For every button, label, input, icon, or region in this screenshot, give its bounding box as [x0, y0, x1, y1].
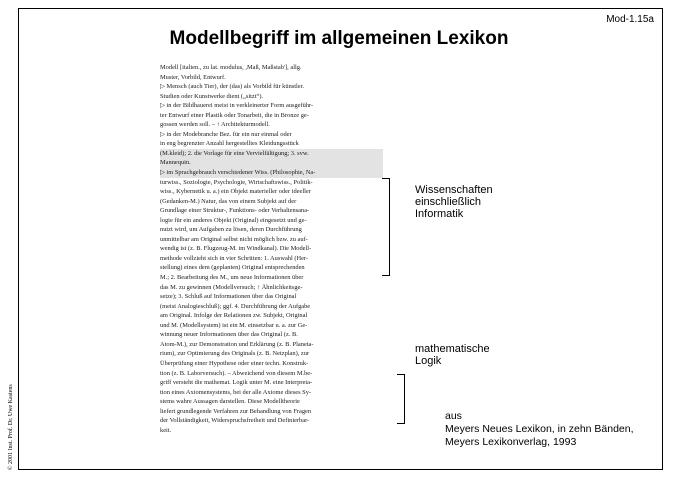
science-bracket	[382, 178, 390, 276]
lexicon-line: nutzt wird, um Aufgaben zu lösen, deren Durchführung	[160, 226, 302, 234]
source-line: Meyers Neues Lexikon, in zehn Bänden,	[445, 423, 634, 435]
lexicon-line: stems wahre Aussagen darstellen. Diese Modelltheorie	[160, 398, 300, 406]
lexicon-line: tion (z. B. Laborversuch). – Abweichend von diesem M.be-	[160, 369, 313, 377]
lexicon-line: logie für ein anderes Objekt (Original) eingesetzt und ge-	[160, 216, 307, 224]
logic-bracket	[397, 374, 405, 424]
lexicon-line: (M.kleid); 2. die Vorlage für eine Vervielfältigung; 3. svw.	[160, 149, 383, 159]
lexicon-line: ▷ in der Bildhauerei meist in verkleinerter Form ausgeführ-	[160, 102, 314, 110]
lexicon-line: und M. (Modellsystem) ist ein M. einsetzbar u. a. zur Ge-	[160, 321, 308, 329]
lexicon-line: Studien oder Kunstwerke dient („sitzt“).	[160, 92, 264, 100]
lexicon-line: methode vollzieht sich in vier Schritten: 1. Auswahl (Her-	[160, 254, 309, 262]
lexicon-line: ▷ Mensch (auch Tier), der (das) als Vorbild für künstler.	[160, 83, 305, 91]
lexicon-line: Mannequin.	[160, 158, 383, 168]
lexicon-line: am Original. Infolge der Relationen zw. Subjekt, Original	[160, 312, 308, 320]
logic-annotation	[415, 343, 490, 367]
lexicon-line: der Vollständigkeit, Widerspruchsfreiheit und Definierbar-	[160, 417, 310, 425]
lexicon-line: M.; 2. Bearbeitung des M., um neue Informationen über	[160, 274, 304, 282]
lexicon-line: (meist Analogieschluß); ggf. 4. Durchführung der Aufgabe	[160, 302, 311, 310]
lexicon-line: wendig ist (z. B. Flugzeug-M. im Windkanal). Die Modell-	[160, 245, 312, 253]
lexicon-line: Atom-M.), zur Demonstration und Erklärung (z. B. Planeta-	[160, 340, 314, 348]
lexicon-line: setze); 3. Schluß auf Informationen über das Original	[160, 293, 297, 301]
lexicon-line: das M. zu gewinnen (Modellversuch; ↑ Ähnlichkeitsge-	[160, 283, 303, 291]
lexicon-line: ▷ im Sprachgebrauch verschiedener Wiss. (Philosophie, Na-	[160, 168, 383, 178]
lexicon-line: (Gedanken-M.) Natur, das von einem Subjekt auf der	[160, 197, 297, 205]
lexicon-line: winnung neuer Informationen über das Original (z. B.	[160, 331, 298, 339]
lexicon-line: Grundlage einer Struktur-, Funktions- oder Verhaltensana-	[160, 207, 310, 215]
lexicon-line: in eng begrenzter Anzahl hergestelltes Kleidungsstück	[160, 140, 299, 148]
lexicon-line: turwiss., Soziologie, Psychologie, Wirtschaftswiss., Politik-	[160, 178, 313, 186]
lexicon-line: keit.	[160, 426, 172, 434]
science-label-line: Wissenschaften	[415, 184, 493, 196]
slide-id: Mod-1.15a	[606, 14, 654, 25]
lexicon-line: Modell [italien., zu lat. modulus, ,Maß, Maßstab'], allg.	[160, 64, 302, 71]
lexicon-line: unmittelbar am Original selbst nicht möglich bzw. zu auf-	[160, 235, 308, 243]
copyright-notice: © 2001 Inst. Prof. Dr. Uwe Kastens	[8, 384, 14, 470]
science-annotation	[415, 184, 493, 220]
lexicon-line: Überprüfung einer Hypothese oder einer techn. Konstruk-	[160, 359, 309, 367]
slide-title: Modellbegriff im allgemeinen Lexikon	[169, 28, 509, 49]
lexicon-line: wiss., Kybernetik u. a.) ein Objekt materieller oder ideeller	[160, 188, 311, 196]
source-citation	[445, 410, 634, 449]
lexicon-line: rium), zur Optimierung des Originals (z. B. Netzplan), zur	[160, 350, 310, 358]
logic-label-line: mathematische	[415, 343, 490, 355]
lexicon-line: Muster, Vorbild, Entwurf.	[160, 73, 226, 81]
lexicon-line: gossen werden soll. – ↑ Architekturmodell.	[160, 121, 270, 129]
lexicon-excerpt	[160, 63, 383, 441]
source-line: aus	[445, 410, 462, 422]
lexicon-line: liefert grundlegende Verfahren zur Behandlung von Fragen	[160, 407, 312, 415]
lexicon-line: stellung) eines dem (geplanten) Original entsprechenden	[160, 264, 305, 272]
lexicon-line: tion eines Axiomensystems, bei der alle Axiome dieses Sy-	[160, 388, 312, 396]
source-line: Meyers Lexikonverlag, 1993	[445, 436, 577, 448]
logic-label-line: Logik	[415, 355, 442, 367]
lexicon-line: griff versteht die mathemat. Logik unter M. eine Interpreta-	[160, 379, 313, 387]
lexicon-line: ter Entwurf einer Plastik oder Tonarbeit, die in Bronze ge-	[160, 111, 309, 119]
lexicon-line: ▷ in der Modebranche Bez. für ein nur einmal oder	[160, 130, 292, 138]
science-label-line: Informatik	[415, 208, 464, 220]
science-label-line: einschließlich	[415, 196, 482, 208]
